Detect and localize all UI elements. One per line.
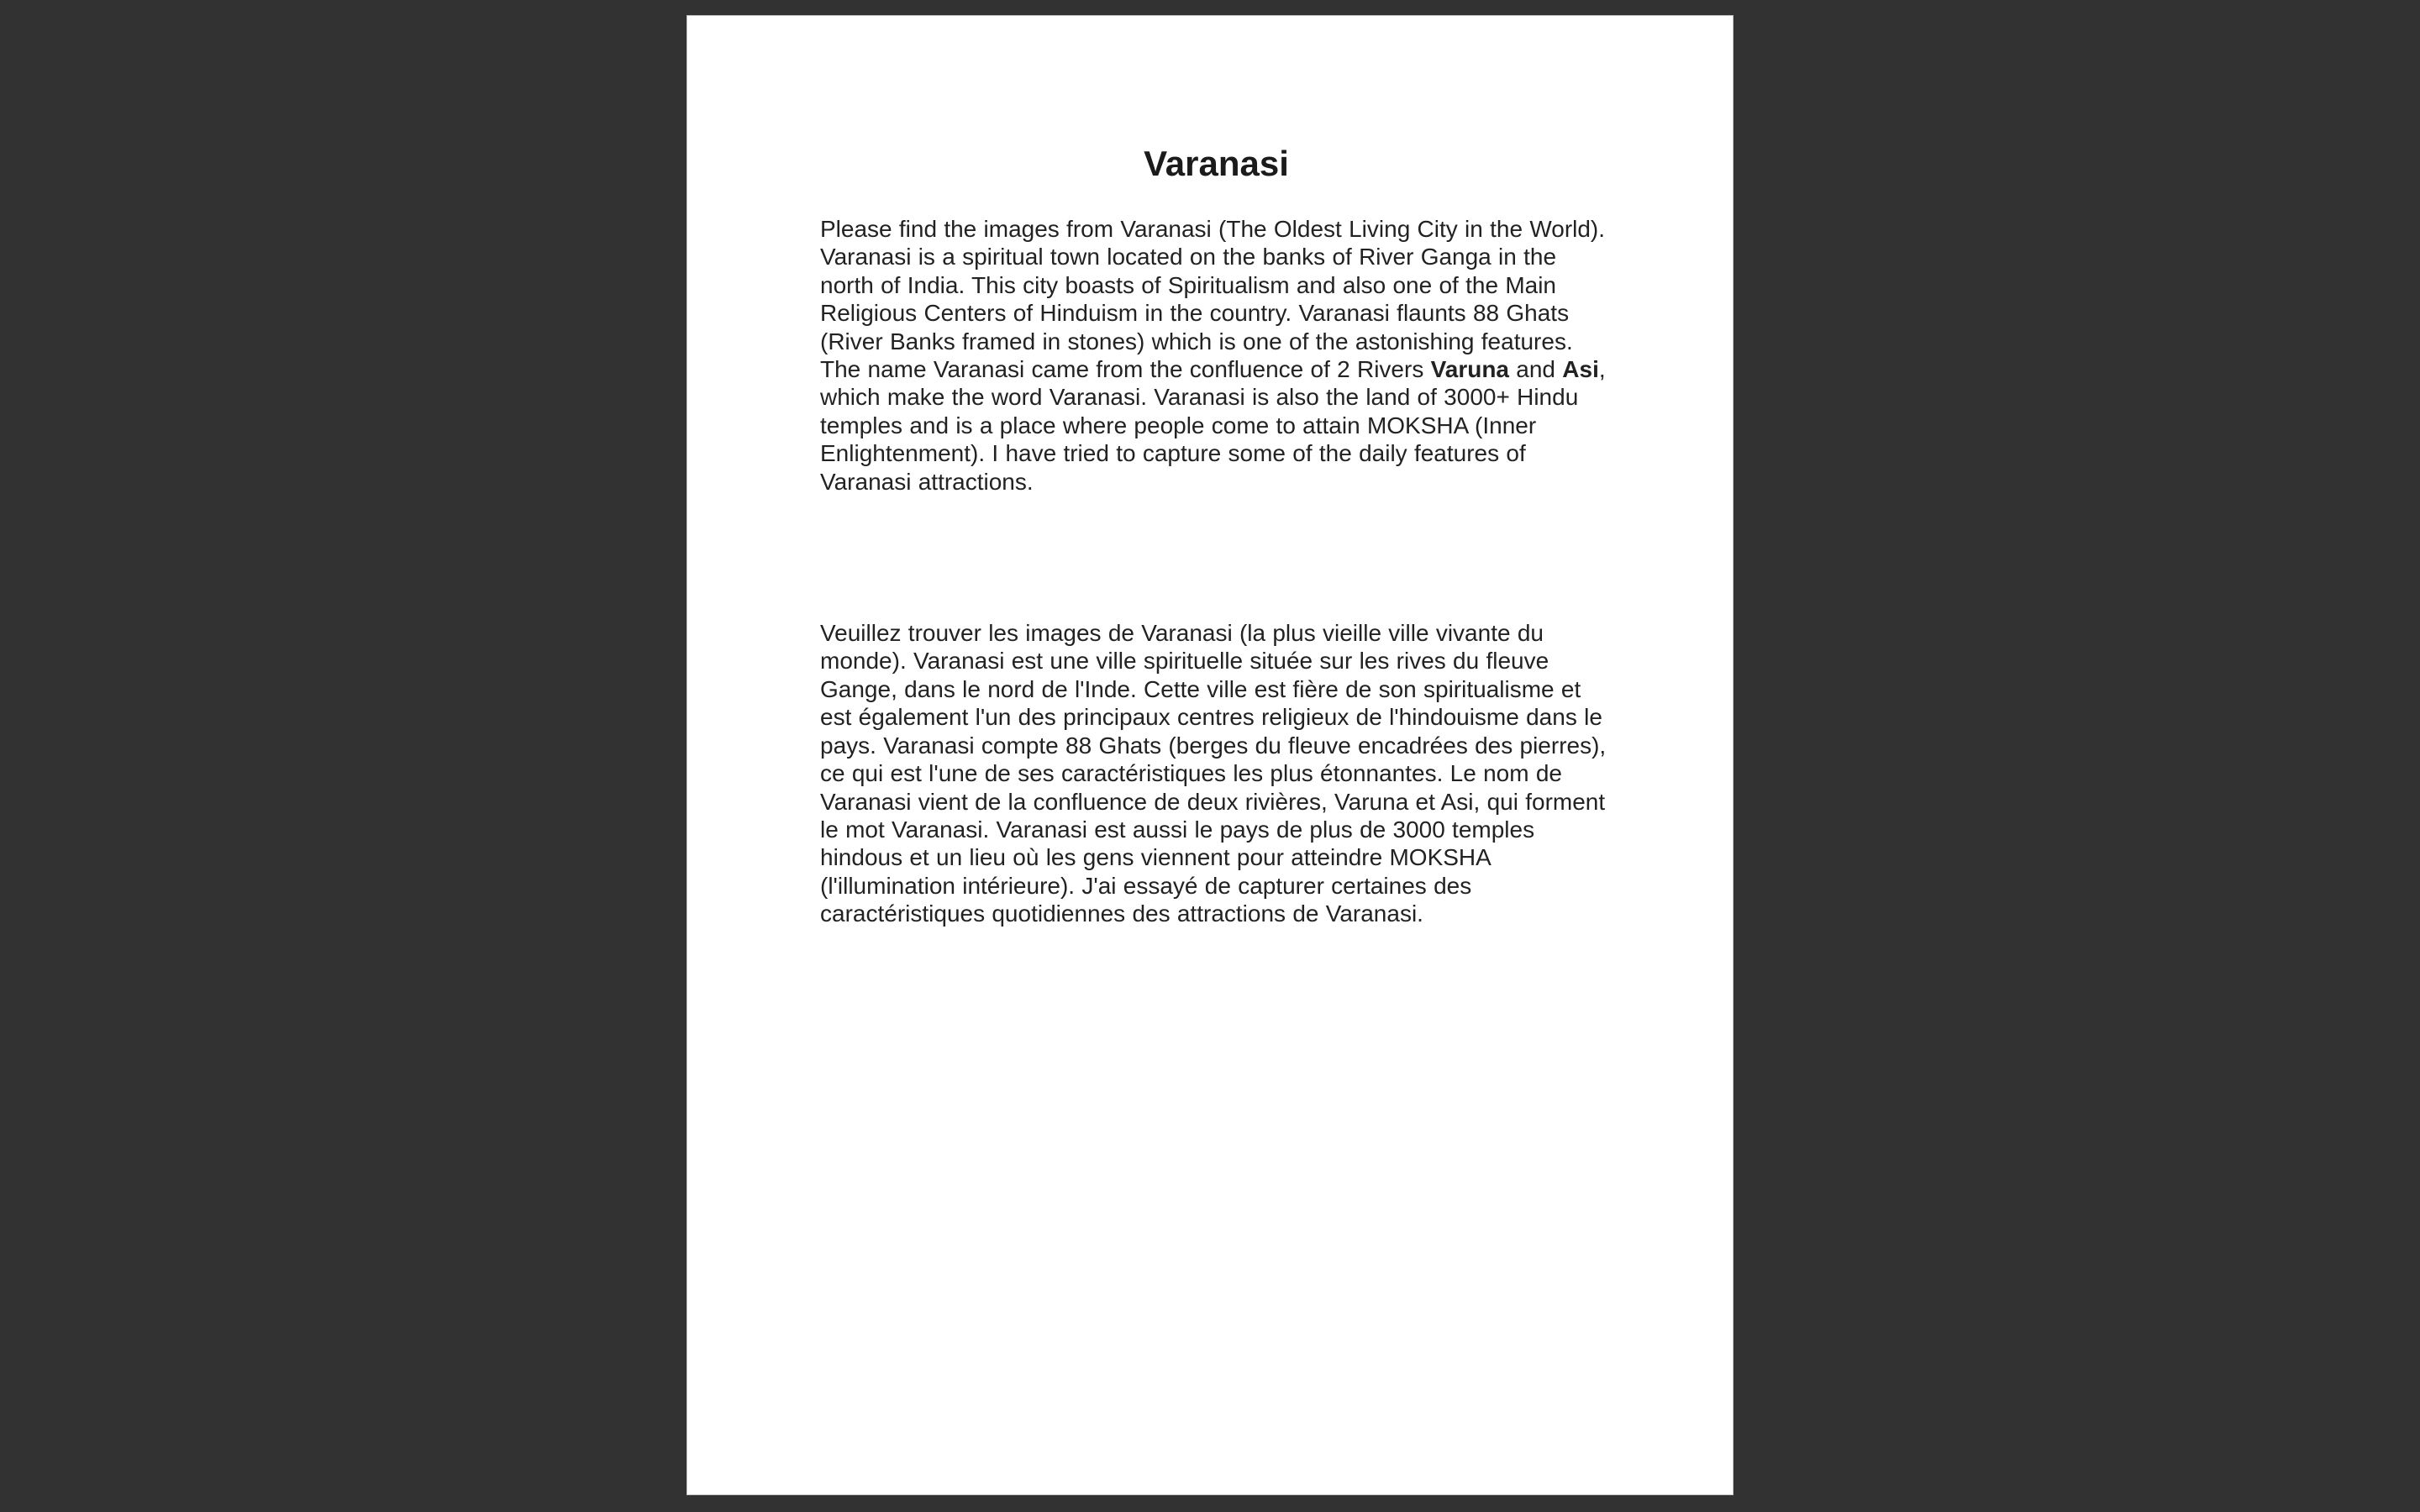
page-content	[687, 144, 1733, 928]
document-page	[687, 15, 1733, 1495]
document-title: Varanasi	[1144, 144, 1289, 183]
paragraph-french: Veuillez trouver les images de Varanasi (la plus vieille ville vivante du monde). Varanasi est une ville spirituelle située sur les rives du fleuve Gange, dans le nord de l'Inde. Cette ville est fière de son spiritualisme et est également l'un des principaux centres religieux de l'hindouisme dans le pays. Varanasi compte 88 Ghats (berges du fleuve encadrées des pierres), ce qui est l'une de ses caractéristiques les plus étonnantes. Le nom de Varanasi vient de la confluence de deux rivières, Varuna et Asi, qui forment le mot Varanasi. Varanasi est aussi le pays de plus de 3000 temples hindous et un lieu où les gens viennent pour atteindre MOKSHA (l'illumination intérieure). J'ai essayé de capturer certaines des caractéristiques quotidiennes des attractions de Varanasi.	[820, 620, 1607, 927]
paragraph-english: Please find the images from Varanasi (The Oldest Living City in the World). Varanasi is a spiritual town located on the banks of River Ganga in the north of India. This city boasts of Spiritualism and also one of the Main Religious Centers of Hinduism in the country. Varanasi flaunts 88 Ghats (River Banks framed in stones) which is one of the astonishing features. The name Varanasi came from the confluence of 2 Rivers Varuna and Asi, which make the word Varanasi. Varanasi is also the land of 3000+ Hindu temples and is a place where people come to attain MOKSHA (Inner Enlightenment). I have tried to capture some of the daily features of Varanasi attractions.	[820, 216, 1606, 495]
